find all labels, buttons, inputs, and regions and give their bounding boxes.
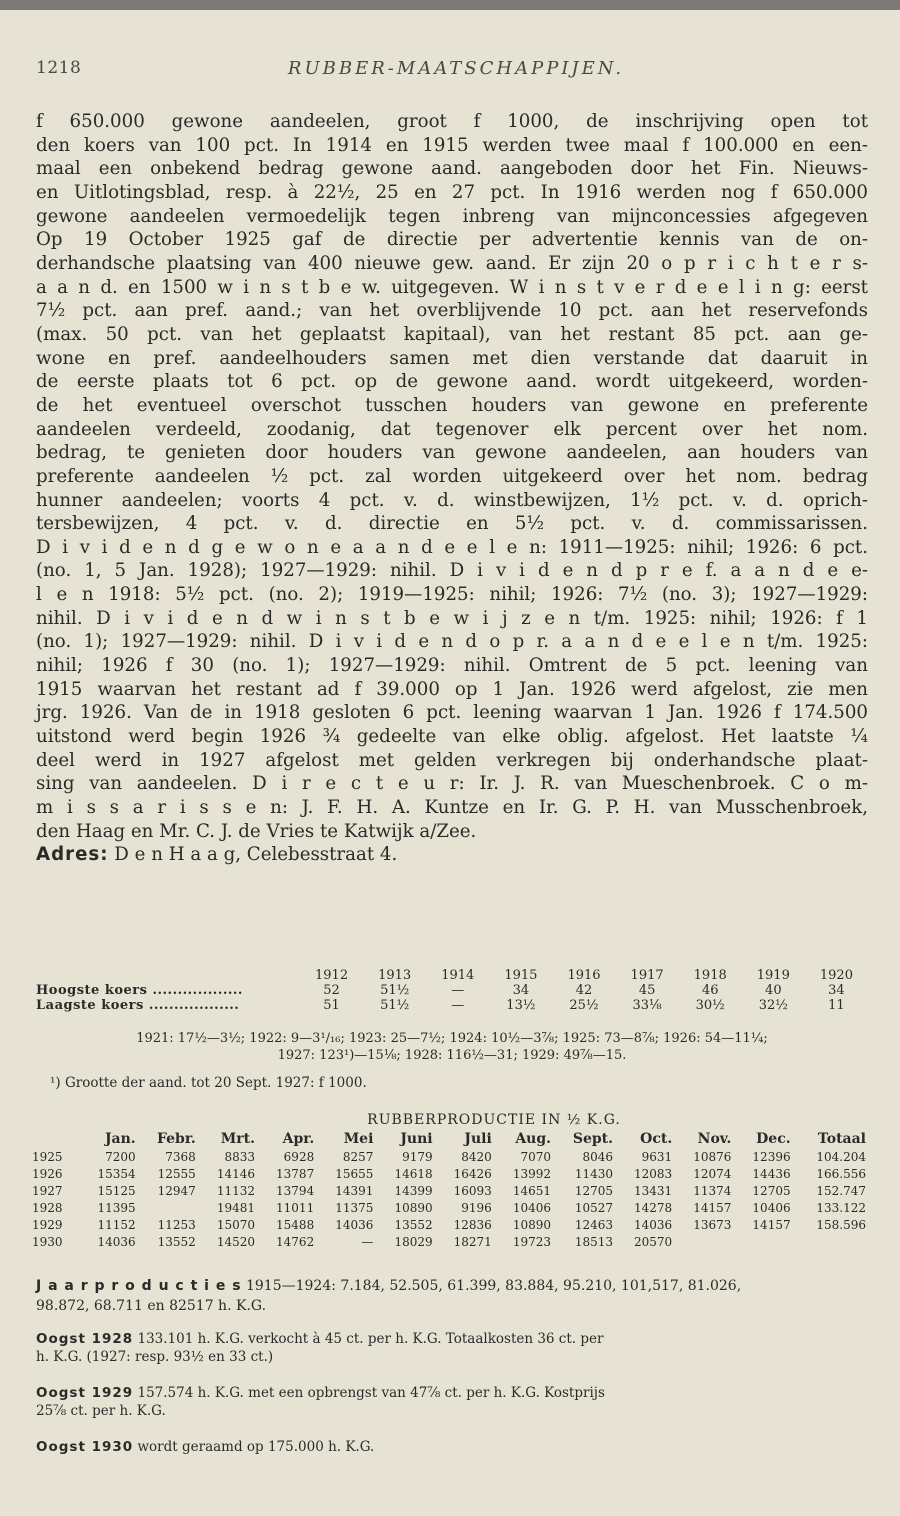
- page-number: 1218: [36, 58, 82, 78]
- koers-cell: 33⅛: [632, 998, 662, 1013]
- production-cell: 15655: [335, 1166, 374, 1181]
- koers-cell: 51½: [380, 983, 410, 998]
- body-line: maal een onbekend bedrag gewone aand. aangeboden door het Fin. Nieuws-: [36, 158, 868, 180]
- body-line: den Haag en Mr. C. J. de Vries te Katwijk a/Zee.: [36, 820, 477, 842]
- production-cell: [138, 1199, 198, 1216]
- production-cell: 20570: [634, 1234, 673, 1249]
- production-cell: 11011: [276, 1200, 315, 1215]
- koers-cell: 11: [828, 998, 845, 1013]
- production-cell: 7368: [165, 1149, 196, 1164]
- production-column-header: Juli: [464, 1131, 492, 1147]
- production-column-header: Jan.: [104, 1131, 136, 1147]
- production-cell: 12705: [752, 1183, 791, 1198]
- production-cell: 11430: [574, 1166, 613, 1181]
- oogst-1929-line1: 157.574 h. K.G. met een opbrengst van 47⅞ ct. per h. K.G. Kostprijs: [137, 1385, 605, 1401]
- oogst-1929-line2: 25⅞ ct. per h. K.G.: [36, 1403, 166, 1419]
- production-column-header: Aug.: [515, 1131, 552, 1147]
- production-cell: 13992: [512, 1166, 552, 1181]
- production-cell: 152.747: [816, 1183, 866, 1198]
- oogst-1929: [36, 1384, 868, 1420]
- body-line: derhandsche plaatsing van 400 nieuwe gew. aand. Er zijn 20 o p r i c h t e r s-: [36, 252, 868, 274]
- koers-cell: 13½: [506, 998, 536, 1013]
- production-cell: 15070: [216, 1217, 256, 1232]
- production-year: 1928: [32, 1200, 63, 1215]
- body-line: de eerste plaats tot 6 pct. op de gewone aand. wordt uitgekeerd, worden-: [36, 371, 868, 393]
- production-column-header: [30, 1130, 78, 1148]
- production-column-header: Oct.: [640, 1131, 673, 1147]
- production-cell: 16093: [453, 1183, 492, 1198]
- body-line: wone en pref. aandeelhouders samen met dien verstande dat daaruit in: [36, 347, 868, 369]
- body-line: aandeelen verdeeld, zoodanig, dat tegenover elk percent over het nom.: [36, 418, 868, 440]
- production-column-header: Dec.: [756, 1131, 791, 1147]
- scan-top-edge: [0, 0, 900, 10]
- koers-row-label: Laagste koers ..................: [36, 998, 240, 1013]
- body-line: sing van aandeelen. D i r e c t e u r: Ir. J. R. van Mueschenbroek. C o m-: [36, 773, 868, 795]
- production-cell: 14399: [394, 1183, 433, 1198]
- production-cell: 19723: [512, 1234, 552, 1249]
- production-cell: 13431: [634, 1183, 673, 1198]
- body-line: (max. 50 pct. van het geplaatst kapitaal), van het restant 85 pct. aan ge-: [36, 323, 868, 345]
- koers-cell: 46: [701, 983, 719, 998]
- production-cell: 166.556: [816, 1166, 866, 1181]
- koers-row-hoogste: [36, 983, 868, 998]
- body-line: (no. 1); 1927—1929: nihil. D i v i d e n d o p r. a a n d e e l e n t/m. 1925:: [36, 631, 868, 653]
- body-line: f 650.000 gewone aandeelen, groot f 1000, de inschrijving open tot: [36, 111, 868, 132]
- production-cell: 10876: [693, 1149, 732, 1164]
- jaarproducties: [36, 1276, 868, 1316]
- body-line: gewone aandeelen vermoedelijk tegen inbreng van mijnconcessies afgegeven: [36, 205, 868, 227]
- oogst-1930-label: Oogst 1930: [36, 1439, 134, 1455]
- production-column-header: Febr.: [156, 1131, 196, 1147]
- body-line: deel werd in 1927 afgelost met gelden verkregen bij onderhandsche plaat-: [36, 749, 868, 771]
- production-cell: 12083: [634, 1166, 673, 1181]
- production-cell: 11152: [97, 1217, 136, 1232]
- production-cell: 14762: [276, 1234, 315, 1249]
- koers-year: 1917: [630, 968, 664, 983]
- oogst-1928-line2: h. K.G. (1927: resp. 93½ en 33 ct.): [36, 1349, 274, 1365]
- production-cell: 16426: [453, 1166, 492, 1181]
- production-cell: 7070: [520, 1149, 552, 1164]
- koers-cell: 25½: [569, 998, 599, 1013]
- production-header-row: [30, 1130, 868, 1148]
- koers-year: 1916: [567, 968, 601, 983]
- production-cell: 8046: [582, 1149, 613, 1164]
- production-cell: 9196: [461, 1200, 492, 1215]
- production-cell: 12705: [574, 1183, 613, 1198]
- production-cell: 133.122: [816, 1200, 866, 1215]
- koers-notes: [36, 1030, 868, 1064]
- production-cell: 8257: [342, 1149, 374, 1164]
- production-cell: 14651: [512, 1183, 552, 1198]
- body-line: 1915 waarvan het restant ad f 39.000 op 1 Jan. 1926 werd afgelost, zie men: [36, 678, 868, 700]
- body-line: a a n d. en 1500 w i n s t b e w. uitgegeven. W i n s t v e r d e e l i n g: eerst: [36, 276, 868, 298]
- production-year: 1929: [32, 1217, 63, 1232]
- table-row: [30, 1233, 868, 1250]
- oogst-1928-label: Oogst 1928: [36, 1331, 134, 1347]
- body-line: Op 19 October 1925 gaf de directie per advertentie kennis van de on-: [36, 229, 868, 251]
- production-cell: [674, 1233, 733, 1250]
- oogst-1928-line1: 133.101 h. K.G. verkocht à 45 ct. per h. K.G. Totaalkosten 36 ct. per: [137, 1331, 604, 1347]
- production-year: 1925: [32, 1149, 63, 1164]
- body-line: de het eventueel overschot tusschen houders van gewone en preferente: [36, 394, 868, 416]
- koers-year: 1912: [315, 968, 349, 983]
- production-cell: 13794: [276, 1183, 315, 1198]
- adres-line: [36, 843, 868, 867]
- oogst-1930: [36, 1438, 868, 1456]
- table-row: [30, 1148, 868, 1165]
- production-cell: 18029: [394, 1234, 433, 1249]
- jaarproducties-label: J a a r p r o d u c t i e s: [36, 1278, 242, 1294]
- body-line: den koers van 100 pct. In 1914 en 1915 werden twee maal f 100.000 en een-: [36, 134, 868, 156]
- production-cell: 12463: [574, 1217, 613, 1232]
- body-line: bedrag, te genieten door houders van gewone aandeelen, aan houders van: [36, 442, 868, 464]
- production-year: 1930: [32, 1234, 63, 1249]
- production-cell: 12555: [157, 1166, 196, 1181]
- production-cell: 14391: [335, 1183, 374, 1198]
- production-cell: 14157: [693, 1200, 732, 1215]
- table-row: [30, 1216, 868, 1233]
- koers-cell: 34: [512, 983, 530, 998]
- koers-cell: 42: [575, 983, 593, 998]
- koers-cell: 30½: [695, 998, 725, 1013]
- body-line: hunner aandeelen; voorts 4 pct. v. d. winstbewijzen, 1½ pct. v. d. oprich-: [36, 489, 868, 511]
- koers-cell: 51½: [380, 998, 410, 1013]
- production-column-header: Totaal: [817, 1131, 866, 1147]
- production-cell: 14036: [97, 1234, 136, 1249]
- production-column-header: Apr.: [282, 1131, 315, 1147]
- production-cell: 158.596: [816, 1217, 866, 1232]
- koers-notes-line2: 1927: 123¹)—15⅛; 1928: 116½—31; 1929: 49⅞—15.: [277, 1048, 627, 1063]
- body-text: [36, 110, 868, 867]
- body-lines: [36, 110, 868, 843]
- table-row: [30, 1182, 868, 1199]
- production-cell: 11395: [97, 1200, 136, 1215]
- production-cell: 15354: [97, 1166, 136, 1181]
- production-year: 1926: [32, 1166, 63, 1181]
- body-line: nihil. D i v i d e n d w i n s t b e w i j z e n t/m. 1925: nihil; 1926: f 1: [36, 607, 868, 629]
- production-table: [30, 1112, 868, 1250]
- production-cell: 18271: [453, 1234, 492, 1249]
- production-column-header: Sept.: [572, 1131, 613, 1147]
- koers-row-laagste: [36, 998, 868, 1013]
- page-header: [36, 58, 876, 88]
- oogst-1930-line1: wordt geraamd op 175.000 h. K.G.: [137, 1439, 375, 1455]
- production-cell: 19481: [216, 1200, 256, 1215]
- oogst-1929-label: Oogst 1929: [36, 1385, 134, 1401]
- production-cell: 11374: [693, 1183, 732, 1198]
- production-cell: 7200: [105, 1149, 136, 1164]
- production-cell: 14036: [634, 1217, 673, 1232]
- adres-value: D e n H a a g, Celebesstraat 4.: [114, 844, 398, 866]
- production-cell: 14157: [752, 1217, 791, 1232]
- production-cell: 10890: [394, 1200, 433, 1215]
- body-line: nihil; 1926 f 30 (no. 1); 1927—1929: nihil. Omtrent de 5 pct. leening van: [36, 655, 868, 677]
- body-line: preferente aandeelen ½ pct. zal worden uitgekeerd over het nom. bedrag: [36, 465, 868, 487]
- koers-year: 1918: [693, 968, 727, 983]
- body-line: l e n 1918: 5½ pct. (no. 2); 1919—1925: nihil; 1926: 7½ (no. 3); 1927—1929:: [36, 584, 868, 606]
- production-year: 1927: [32, 1183, 63, 1198]
- production-cell: [733, 1233, 792, 1250]
- production-cell: 14520: [216, 1234, 256, 1249]
- running-title: RUBBER-MAATSCHAPPIJEN.: [287, 58, 625, 79]
- production-cell: —: [361, 1234, 374, 1249]
- koers-corner: [36, 968, 300, 983]
- production-cell: 14618: [394, 1166, 433, 1181]
- koers-cell: 51: [323, 998, 340, 1013]
- jaarproducties-line1: 1915—1924: 7.184, 52.505, 61.399, 83.884, 95.210, 101,517, 81.026,: [245, 1278, 742, 1294]
- production-cell: 13673: [693, 1217, 732, 1232]
- production-cell: 13787: [276, 1166, 315, 1181]
- body-line: en Uitlotingsblad, resp. à 22½, 25 en 27 pct. In 1916 werden nog f 650.000: [36, 181, 868, 203]
- production-cell: 104.204: [816, 1149, 866, 1164]
- production-cell: 13552: [394, 1217, 433, 1232]
- koers-cell: 52: [323, 983, 340, 998]
- production-cell: 12396: [752, 1149, 791, 1164]
- production-cell: 12836: [453, 1217, 492, 1232]
- oogst-1928: [36, 1330, 868, 1366]
- production-cell: 8420: [461, 1149, 492, 1164]
- production-cell: 10890: [512, 1217, 552, 1232]
- production-cell: [793, 1233, 868, 1250]
- production-cell: 9179: [402, 1149, 433, 1164]
- koers-cell: 34: [828, 983, 845, 998]
- production-cell: 11375: [335, 1200, 374, 1215]
- koers-row-label: Hoogste koers ..................: [36, 983, 243, 998]
- production-cell: 14278: [634, 1200, 673, 1215]
- koers-year-row: [36, 968, 868, 983]
- production-column-header: Juni: [400, 1131, 433, 1147]
- koers-cell: 40: [765, 983, 782, 998]
- koers-cell: —: [451, 998, 465, 1013]
- production-cell: 12074: [693, 1166, 732, 1181]
- adres-label: Adres:: [36, 844, 109, 866]
- production-cell: 14036: [335, 1217, 374, 1232]
- body-line: uitstond werd begin 1926 ¾ gedeelte van elke oblig. afgelost. Het laatste ¼: [36, 726, 868, 748]
- production-cell: 11132: [216, 1183, 256, 1198]
- production-cell: 9631: [641, 1149, 673, 1164]
- table-row: [30, 1199, 868, 1216]
- koers-year: 1914: [441, 968, 475, 983]
- koers-cell: 32½: [758, 998, 788, 1013]
- body-line: m i s s a r i s s e n: J. F. H. A. Kuntze en Ir. G. P. H. van Musschenbroek,: [36, 797, 868, 819]
- table-row: [30, 1165, 868, 1182]
- body-line: tersbewijzen, 4 pct. v. d. directie en 5½ pct. v. d. commissarissen.: [36, 513, 868, 535]
- production-cell: 13552: [157, 1234, 196, 1249]
- body-line: jrg. 1926. Van de in 1918 gesloten 6 pct. leening waarvan 1 Jan. 1926 f 174.500: [36, 702, 868, 724]
- production-column-header: Nov.: [697, 1131, 732, 1147]
- production-cell: 14146: [216, 1166, 256, 1181]
- production-cell: 8833: [224, 1149, 256, 1164]
- production-cell: 18513: [574, 1234, 613, 1249]
- koers-year: 1915: [504, 968, 538, 983]
- production-cell: 12947: [157, 1183, 196, 1198]
- koers-notes-line1: 1921: 17½—3½; 1922: 9—3¹/₁₆; 1923: 25—7½; 1924: 10½—3⅞; 1925: 73—8⅞; 1926: 54—11¼;: [136, 1031, 768, 1046]
- footnote: ¹) Grootte der aand. tot 20 Sept. 1927: f 1000.: [50, 1075, 367, 1091]
- koers-table: [36, 968, 868, 1013]
- koers-year: 1919: [756, 968, 790, 983]
- production-column-header: Mei: [343, 1131, 374, 1147]
- production-cell: 15125: [97, 1183, 136, 1198]
- production-cell: 6928: [283, 1149, 315, 1164]
- production-cell: 15488: [276, 1217, 315, 1232]
- production-column-header: Mrt.: [220, 1131, 256, 1147]
- production-cell: 10406: [512, 1200, 552, 1215]
- koers-year: 1913: [378, 968, 412, 983]
- production-title: RUBBERPRODUCTIE IN ½ K.G.: [367, 1112, 621, 1128]
- body-line: D i v i d e n d g e w o n e a a n d e e l e n: 1911—1925: nihil; 1926: 6 pct.: [36, 536, 868, 558]
- koers-year: 1920: [819, 968, 853, 983]
- koers-cell: —: [451, 983, 465, 998]
- production-cell: 10527: [574, 1200, 613, 1215]
- koers-cell: 45: [638, 983, 656, 998]
- production-body: [30, 1148, 868, 1250]
- jaarproducties-line2: 98.872, 68.711 en 82517 h. K.G.: [36, 1298, 267, 1314]
- body-line: 7½ pct. aan pref. aand.; van het overblijvende 10 pct. aan het reservefonds: [36, 300, 868, 322]
- production-cell: 10406: [752, 1200, 791, 1215]
- production-cell: 11253: [157, 1217, 196, 1232]
- production-cell: 14436: [752, 1166, 791, 1181]
- body-line: (no. 1, 5 Jan. 1928); 1927—1929: nihil. D i v i d e n d p r e f. a a n d e e-: [36, 560, 868, 582]
